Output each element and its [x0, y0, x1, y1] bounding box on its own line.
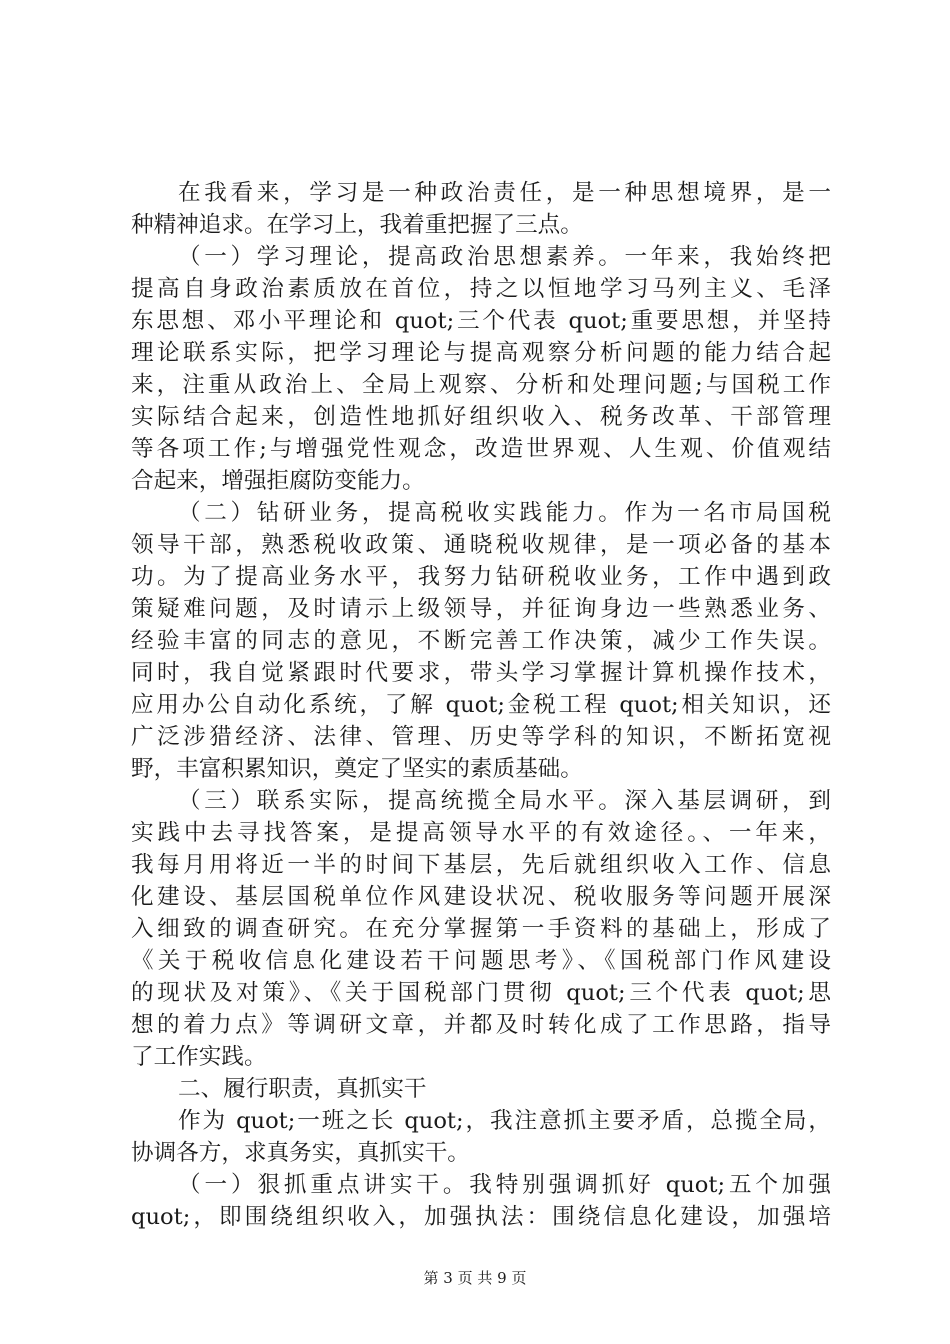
text-line: 东思想、邓小平理论和 quot;三个代表 quot;重要思想，并坚持	[131, 308, 831, 334]
text-line: 《关于税收信息化建设若干问题思考》、《国税部门作风建设	[131, 948, 831, 974]
text-line: 入细致的调查研究。在充分掌握第一手资料的基础上，形成了	[131, 916, 831, 942]
document-body	[131, 177, 831, 1233]
text-line: 功。为了提高业务水平，我努力钻研税收业务，工作中遇到政	[131, 564, 831, 590]
text-line: 经验丰富的同志的意见，不断完善工作决策，减少工作失误。	[131, 628, 831, 654]
text-line: 实际结合起来，创造性地抓好组织收入、税务改革、干部管理	[131, 404, 831, 430]
text-line: 了工作实践。	[131, 1044, 267, 1070]
text-line: 想的着力点》等调研文章，并都及时转化成了工作思路，指导	[131, 1012, 831, 1038]
text-line: 应用办公自动化系统，了解 quot;金税工程 quot;相关知识，还	[131, 692, 831, 718]
page-number-footer: 第 3 页 共 9 页	[423, 1269, 527, 1287]
text-line: 领导干部，熟悉税收政策、通晓税收规律，是一项必备的基本	[131, 532, 831, 558]
text-line: （二）钻研业务，提高税收实践能力。作为一名市局国税	[178, 500, 831, 526]
text-line: 来，注重从政治上、全局上观察、分析和处理问题;与国税工作	[131, 372, 831, 398]
text-line: （三）联系实际，提高统揽全局水平。深入基层调研，到	[178, 788, 831, 814]
text-line: 我每月用将近一半的时间下基层，先后就组织收入工作、信息	[131, 852, 831, 878]
section-heading: 二、履行职责，真抓实干	[178, 1076, 427, 1102]
text-line: 等各项工作;与增强党性观念，改造世界观、人生观、价值观结	[131, 436, 831, 462]
text-line: 提高自身政治素质放在首位，持之以恒地学习马列主义、毛泽	[131, 276, 831, 302]
text-line: 协调各方，求真务实，真抓实干。	[131, 1140, 470, 1166]
text-line: 野，丰富积累知识，奠定了坚实的素质基础。	[131, 756, 583, 782]
text-line: 合起来，增强拒腐防变能力。	[131, 468, 425, 494]
text-line: 策疑难问题，及时请示上级领导，并征询身边一些熟悉业务、	[131, 596, 831, 622]
text-line: 实践中去寻找答案，是提高领导水平的有效途径。、一年来，	[131, 820, 831, 846]
text-line: 的现状及对策》、《关于国税部门贯彻 quot;三个代表 quot;思	[131, 980, 831, 1006]
text-line: 理论联系实际，把学习理论与提高观察分析问题的能力结合起	[131, 340, 831, 366]
text-line: 种精神追求。在学习上，我着重把握了三点。	[131, 212, 583, 238]
text-line: quot;，即围绕组织收入，加强执法：围绕信息化建设，加强培	[131, 1204, 831, 1230]
text-line: 化建设、基层国税单位作风建设状况、税收服务等问题开展深	[131, 884, 831, 910]
text-line: 作为 quot;一班之长 quot;，我注意抓主要矛盾，总揽全局，	[178, 1108, 831, 1134]
text-line: 广泛涉猎经济、法律、管理、历史等学科的知识，不断拓宽视	[131, 724, 831, 750]
text-line: 同时，我自觉紧跟时代要求，带头学习掌握计算机操作技术，	[131, 660, 831, 686]
text-line: 在我看来，学习是一种政治责任，是一种思想境界，是一	[178, 180, 831, 206]
text-line: （一）狠抓重点讲实干。我特别强调抓好 quot;五个加强	[178, 1172, 831, 1198]
text-line: （一）学习理论，提高政治思想素养。一年来，我始终把	[178, 244, 831, 270]
